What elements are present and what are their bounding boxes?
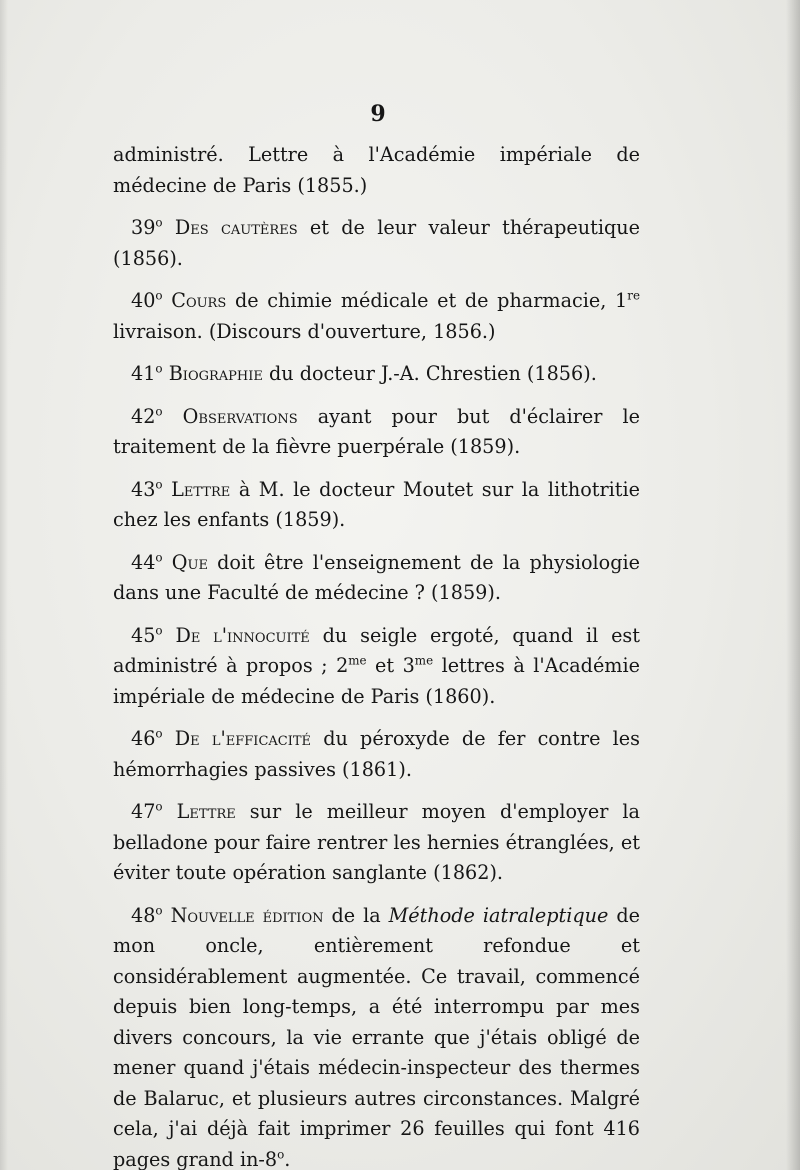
ordinal-mark: o [155,215,163,230]
ordinal-mark: o [155,288,163,303]
entry-48 [113,901,640,1170]
entry-text-continued: et 3 [366,654,415,677]
entry-number: 48 [131,903,156,927]
entry-text: du seigle ergoté, quand il est administré à propos ; 2 [113,623,640,677]
page-left-edge-shadow [0,0,8,1170]
entry-title: Lettre [176,800,236,823]
entry-end-punctuation: . [284,1147,291,1170]
entry-text-end: lettres à l'Académie impériale de médecine de Paris (1860). [113,654,640,708]
entry-title: Nouvelle édition [170,903,324,927]
entry-number: 47 [131,800,156,823]
entry-45 [113,621,640,713]
entry-title: Observations [182,404,298,428]
ordinal-mark: o [155,361,163,376]
entry-44 [113,548,640,609]
entry-47 [113,797,640,889]
continuation-paragraph: administré. Lettre à l'Académie impériale de médecine de Paris (1855.) [113,143,640,197]
entry-title: De l'efficacité [174,727,312,750]
entry-41 [113,359,640,390]
entry-title: Lettre [171,477,231,501]
entry-40 [113,286,640,347]
superscript: re [627,288,640,303]
entry-title: De l'innocuité [175,623,310,647]
entry-number: 43 [131,477,156,501]
entry-text: de chimie médicale et de pharmacie, 1 [234,289,628,312]
entry-text: ayant pour but d'éclairer le traitement de la fièvre puerpérale (1859). [113,404,641,458]
entry-title: Des cautères [174,216,298,239]
entry-number: 44 [131,550,156,574]
superscript: me [414,653,434,668]
entry-text: et de leur valeur thérapeutique (1856). [113,216,640,270]
entry-46 [113,724,640,785]
bibliography-list [113,140,640,1170]
entry-text: de la [331,903,381,927]
page-number: 9 [370,101,386,127]
ordinal-mark: o [155,549,163,564]
ordinal-mark: o [155,726,163,741]
entry-number: 46 [131,727,156,750]
entry-text: à M. le docteur Moutet sur la lithotritie chez les enfants (1859). [113,477,640,531]
superscript: o [277,1146,285,1161]
superscript: me [348,653,367,668]
entry-text: doit être l'enseignement de la physiologie dans une Faculté de médecine ? (1859). [113,550,640,604]
book-title-italic: Méthode iatraleptique [388,903,609,927]
ordinal-mark: o [155,476,163,491]
entry-42 [113,402,640,463]
entry-number: 39 [131,216,156,239]
entry-text: du péroxyde de fer contre les hémorrhagies passives (1861). [113,727,640,781]
entry-text: sur le meilleur moyen d'employer la belladone pour faire rentrer les hernies étranglées, et éviter toute opération sanglante (1862). [113,800,640,884]
entry-43 [113,475,640,536]
entry-title: Biographie [168,362,263,385]
ordinal-mark: o [155,799,163,814]
entry-39 [113,213,640,274]
entry-text-continued: livraison. (Discours d'ouverture, 1856.) [113,319,496,343]
entry-number: 45 [131,623,156,647]
page-right-edge-shadow [786,0,800,1170]
entry-number: 41 [131,362,156,385]
entry-title: Cours [171,289,227,312]
entry-number: 42 [131,404,156,428]
entry-text: du docteur J.-A. Chrestien (1856). [268,362,597,385]
entry-text-continued: de mon oncle, entièrement refondue et considérablement augmentée. Ce travail, commencé depuis bien long-temps, a été interrompu par mes divers concours, la vie errante que j'étais obligé de mener quand j'étais médecin-inspecteur des thermes de Balaruc, et plusieurs autres circonstances. Malgré cela, j'ai déjà fait imprimer 26 feuilles qui font 416 pages grand in-8 [113,903,641,1170]
ordinal-mark: o [155,622,163,637]
entry-title: Que [171,550,208,574]
entry-number: 40 [131,289,156,312]
ordinal-mark: o [155,902,163,917]
ordinal-mark: o [155,403,163,418]
